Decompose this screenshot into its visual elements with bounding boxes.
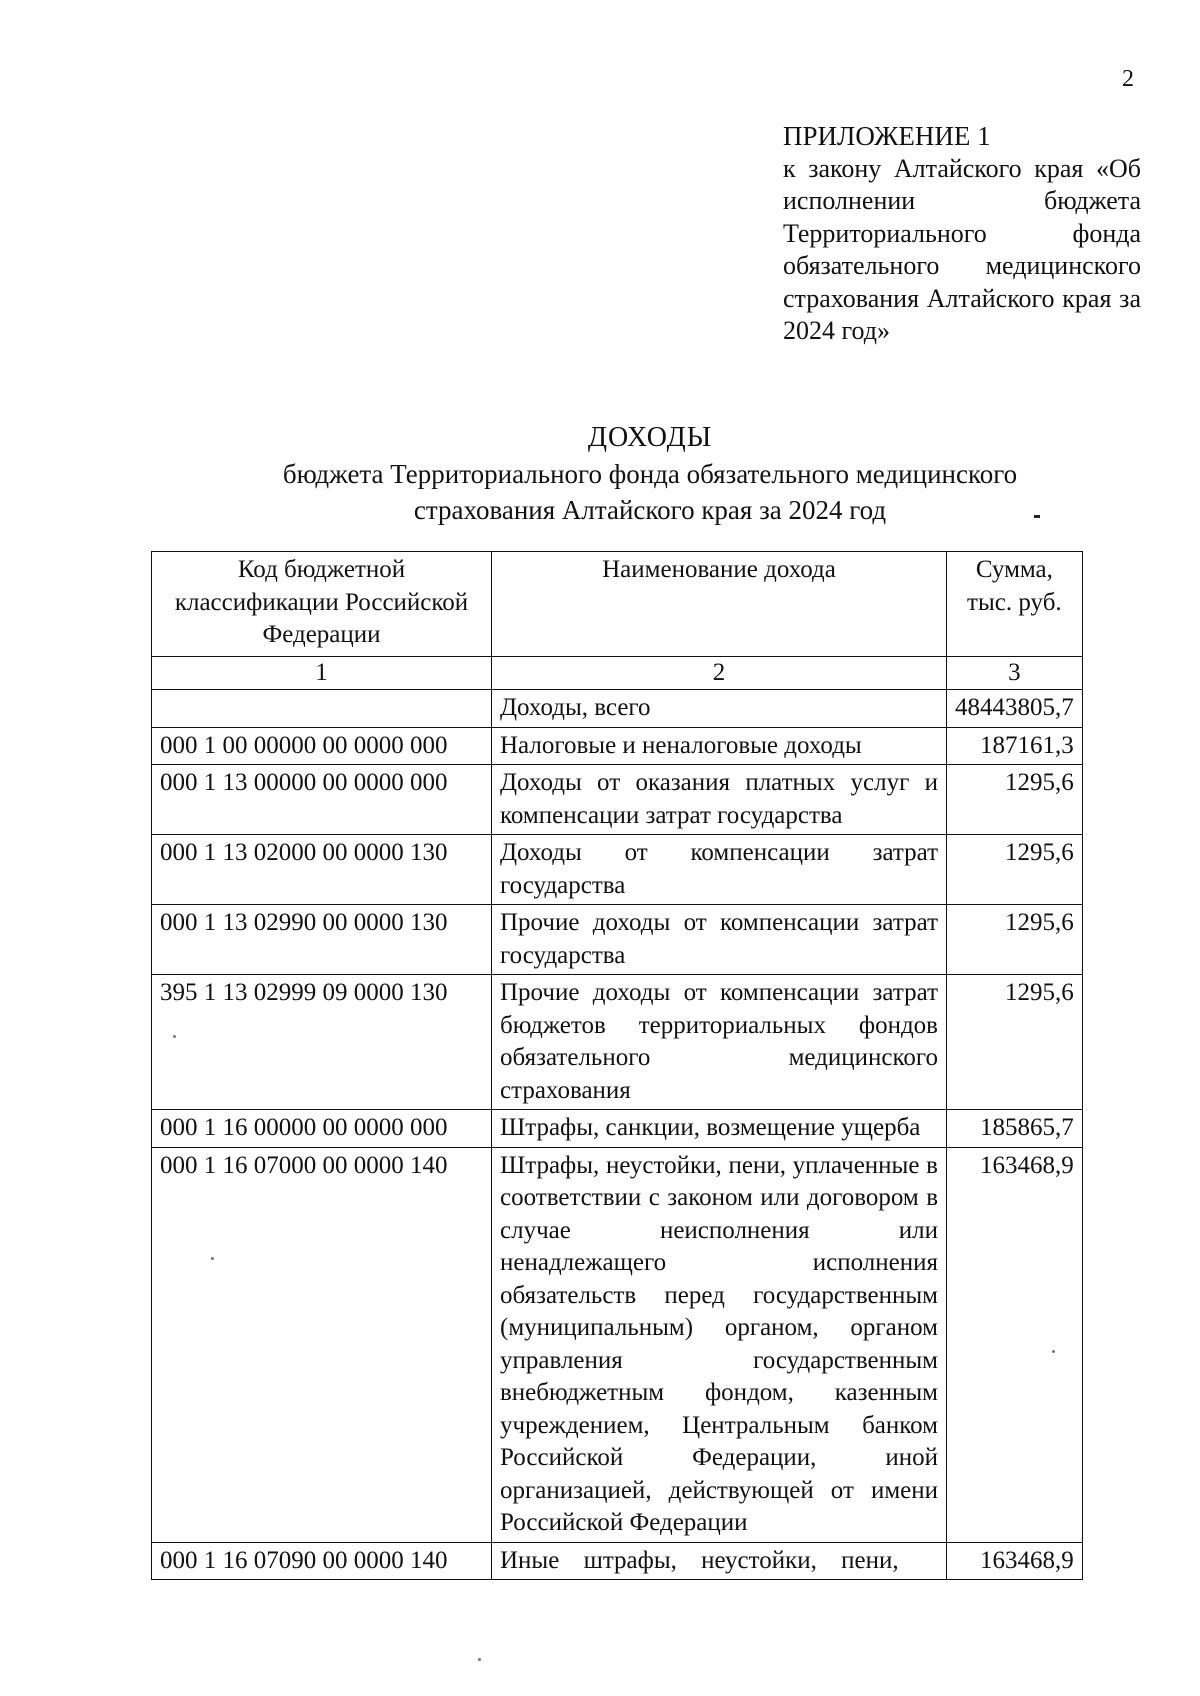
table-row bbox=[152, 690, 1083, 728]
row-code: 000 1 13 00000 00 0000 000 bbox=[152, 765, 492, 835]
row-sum: 185865,7 bbox=[947, 1110, 1083, 1148]
row-name: Прочие доходы от компенсации затрат бюджетов территориальных фондов обязательного медицинского страхования bbox=[492, 975, 947, 1110]
header-name: Наименование дохода bbox=[492, 552, 947, 657]
row-code: 000 1 00 00000 00 0000 000 bbox=[152, 727, 492, 765]
table-row bbox=[152, 905, 1083, 975]
row-code: 000 1 16 00000 00 0000 000 bbox=[152, 1110, 492, 1148]
row-sum: 1295,6 bbox=[947, 765, 1083, 835]
document-heading bbox=[150, 420, 1150, 528]
table-row bbox=[152, 727, 1083, 765]
row-name: Доходы от оказания платных услуг и компенсации затрат государства bbox=[492, 765, 947, 835]
scan-speck bbox=[211, 1257, 214, 1260]
row-code: 395 1 13 02999 09 0000 130 bbox=[152, 975, 492, 1110]
header-sum: Сумма, тыс. руб. bbox=[947, 552, 1083, 657]
row-sum: 1295,6 bbox=[947, 975, 1083, 1110]
row-name: Штрафы, неустойки, пени, уплаченные в соответствии с законом или договором в случае неисполнения или ненадлежащего исполнения обязательств перед государственным (муниципальным) органом, органом управления государственным внебюджетным фондом, казенным учреждением, Центральным банком Российской Федерации, иной организацией, действующей от имени Российской Федерации bbox=[492, 1147, 947, 1542]
scan-speck bbox=[1052, 1350, 1055, 1353]
table-row bbox=[152, 1542, 1083, 1580]
row-sum: 187161,3 bbox=[947, 727, 1083, 765]
table-row bbox=[152, 765, 1083, 835]
appendix-title: ПРИЛОЖЕНИЕ 1 bbox=[783, 121, 991, 151]
header-code: Код бюджетной классификации Российской Федерации bbox=[152, 552, 492, 657]
column-number-row bbox=[152, 656, 1083, 690]
row-name: Налоговые и неналоговые доходы bbox=[492, 727, 947, 765]
row-name: Доходы, всего bbox=[492, 690, 947, 728]
row-sum: 1295,6 bbox=[947, 905, 1083, 975]
table-row bbox=[152, 1147, 1083, 1542]
scan-speck bbox=[478, 1658, 481, 1661]
column-number: 1 bbox=[152, 656, 492, 690]
row-name: Иные штрафы, неустойки, пени, bbox=[492, 1542, 947, 1580]
row-code: 000 1 16 07090 00 0000 140 bbox=[152, 1542, 492, 1580]
row-sum: 163468,9 bbox=[947, 1147, 1083, 1542]
appendix-text: к закону Алтайского края «Об исполнении бюджета Территориального фонда обязательного медицинского страхования Алтайского края за 2024 год» bbox=[783, 153, 1141, 345]
page-number: 2 bbox=[1122, 66, 1134, 92]
row-code bbox=[152, 690, 492, 728]
row-sum: 163468,9 bbox=[947, 1542, 1083, 1580]
row-name: Штрафы, санкции, возмещение ущерба bbox=[492, 1110, 947, 1148]
appendix-block bbox=[783, 120, 1141, 348]
heading-subtitle: бюджета Территориального фонда обязательного медицинского страхования Алтайского края за 2024 год bbox=[282, 459, 1018, 525]
income-table bbox=[151, 551, 1083, 1580]
stray-mark bbox=[1034, 515, 1040, 518]
heading-title: ДОХОДЫ bbox=[587, 422, 713, 453]
row-name: Доходы от компенсации затрат государства bbox=[492, 835, 947, 905]
scan-speck bbox=[173, 1035, 176, 1038]
row-sum: 48443805,7 bbox=[947, 690, 1083, 728]
table-header-row bbox=[152, 552, 1083, 657]
row-sum: 1295,6 bbox=[947, 835, 1083, 905]
row-code: 000 1 13 02990 00 0000 130 bbox=[152, 905, 492, 975]
column-number: 3 bbox=[947, 656, 1083, 690]
column-number: 2 bbox=[492, 656, 947, 690]
row-code: 000 1 13 02000 00 0000 130 bbox=[152, 835, 492, 905]
row-name: Прочие доходы от компенсации затрат государства bbox=[492, 905, 947, 975]
table-row bbox=[152, 835, 1083, 905]
row-code: 000 1 16 07000 00 0000 140 bbox=[152, 1147, 492, 1542]
table-row bbox=[152, 1110, 1083, 1148]
table-row bbox=[152, 975, 1083, 1110]
